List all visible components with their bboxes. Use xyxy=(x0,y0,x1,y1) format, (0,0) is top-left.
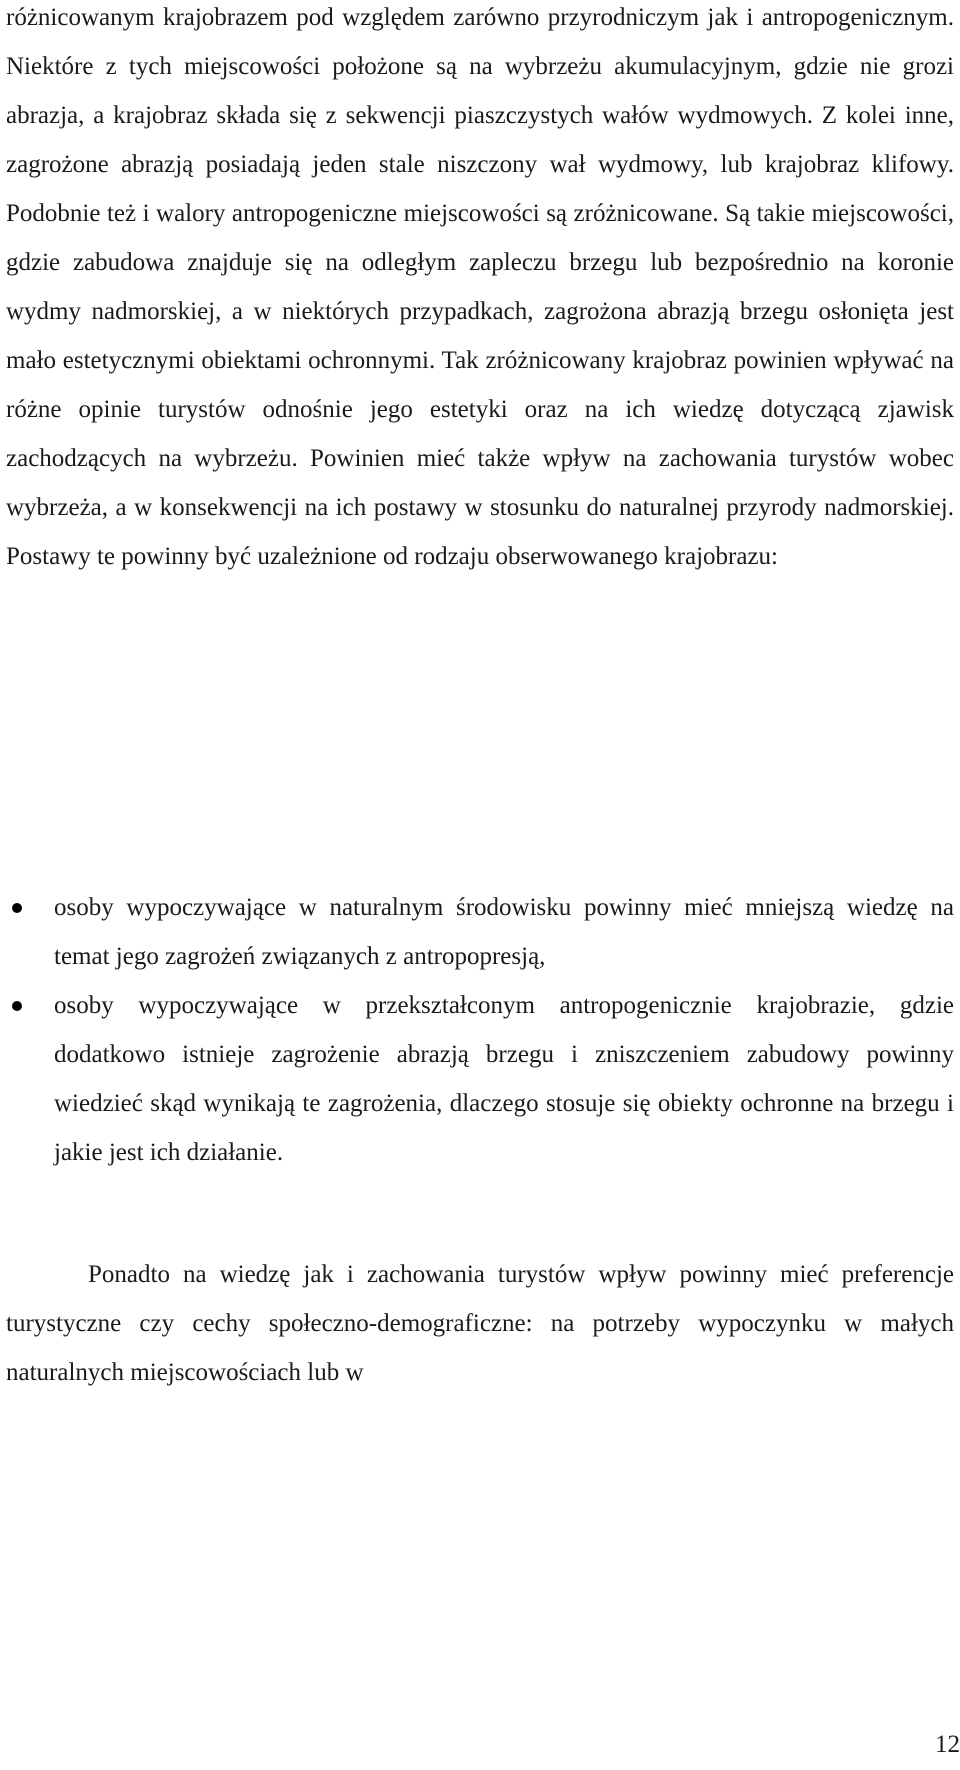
body-paragraph: Ponadto na wiedzę jak i zachowania turystów wpływ powinny mieć preferencje turystyczne czy cechy społeczno-demograficzne: na potrzeby wypoczynku w małych naturalnych miejscowościach lub w xyxy=(6,1261,954,1386)
list-item-text: osoby wypoczywające w naturalnym środowisku powinny mieć mniejszą wiedzę na temat jego zagrożeń związanych z antropopresją, xyxy=(54,894,954,970)
page-number: 12 xyxy=(935,1731,960,1758)
body-paragraph: różnicowanym krajobrazem pod względem zarówno przyrodniczym jak i antropogenicznym. Niektóre z tych miejscowości położone są na wybrzeżu akumulacyjnym, gdzie nie grozi abrazja, a krajobraz składa się z sekwencji piaszczystych wałów wydmowych. Z kolei inne, zagrożone abrazją posiadają jeden stale niszczony wał wydmowy, lub krajobraz klifowy. Podobnie też i walory antropogeniczne miejscowości są zróżnicowane. Są takie miejscowości, gdzie zabudowa znajduje się na odległym zapleczu brzegu lub bezpośrednio na koronie wydmy nadmorskiej, a w niektórych przypadkach, zagrożona abrazją brzegu osłonięta jest mało estetycznymi obiektami ochronnymi. Tak zróżnicowany krajobraz powinien wpływać na różne opinie turystów odnośnie jego estetyki oraz na ich wiedzę dotyczącą zjawisk zachodzących na wybrzeżu. Powinien mieć także wpływ na zachowania turystów wobec wybrzeża, a w konsekwencji na ich postawy w stosunku do naturalnej przyrody nadmorskiej. Postawy te powinny być uzależnione od rodzaju obserwowanego krajobrazu: xyxy=(6,4,954,570)
bullet-icon xyxy=(12,1001,22,1011)
bullet-icon xyxy=(12,903,22,913)
list-item xyxy=(6,883,954,981)
list-item xyxy=(6,981,954,1177)
list-item-text: osoby wypoczywające w przekształconym antropogenicznie krajobrazie, gdzie dodatkowo istnieje zagrożenie abrazją brzegu i zniszczeniem zabudowy powinny wiedzieć skąd wynikają te zagrożenia, dlaczego stosuje się obiekty ochronne na brzegu i jakie jest ich działanie. xyxy=(54,992,954,1166)
bullet-list xyxy=(6,883,954,1177)
